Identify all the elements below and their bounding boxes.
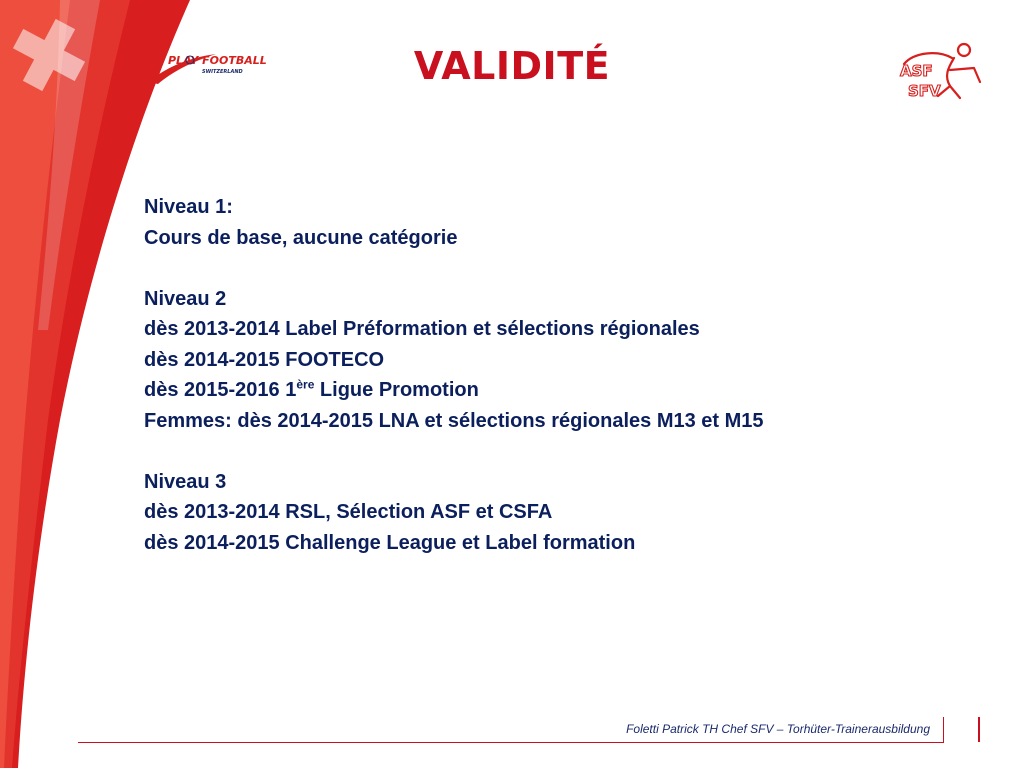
level3-line-1: dès 2013-2014 RSL, Sélection ASF et CSFA xyxy=(144,501,553,523)
play-football-logo-text: PLAY FOOTBALL xyxy=(168,54,267,67)
footer-divider xyxy=(78,742,944,743)
play-football-logo-subtext: SWITZERLAND xyxy=(202,69,243,75)
level2-line-2: dès 2014-2015 FOOTECO xyxy=(144,348,385,371)
level1-line: Cours de base, aucune catégorie xyxy=(144,226,458,249)
slide-title: VALIDITÉ xyxy=(413,44,611,88)
slide-body xyxy=(144,192,764,558)
asf-logo-text: ASF xyxy=(900,62,933,80)
level3-line-2: dès 2014-2015 Challenge League et Label formation xyxy=(144,531,636,554)
level2-line-3-superscript: ère xyxy=(296,377,315,392)
level2-line-3 xyxy=(144,375,764,406)
footer-tick-right xyxy=(978,717,980,742)
asf-sfv-logo xyxy=(894,42,986,100)
level1-heading: Niveau 1: xyxy=(144,196,233,218)
level2-line-3-prefix: dès 2015-2016 1 xyxy=(144,379,297,401)
level3-heading: Niveau 3 xyxy=(144,470,227,493)
level2-line-1: dès 2013-2014 Label Préformation et sélections régionales xyxy=(144,318,700,340)
footer-tick-left xyxy=(943,717,944,742)
sfv-logo-text: SFV xyxy=(908,82,941,100)
level2-line-3-suffix: Ligue Promotion xyxy=(314,379,479,401)
footer-text: Foletti Patrick TH Chef SFV – Torhüter-Trainerausbildung xyxy=(626,722,930,736)
level2-line-4: Femmes: dès 2014-2015 LNA et sélections régionales M13 et M15 xyxy=(144,409,764,432)
level2-heading: Niveau 2 xyxy=(144,287,227,310)
